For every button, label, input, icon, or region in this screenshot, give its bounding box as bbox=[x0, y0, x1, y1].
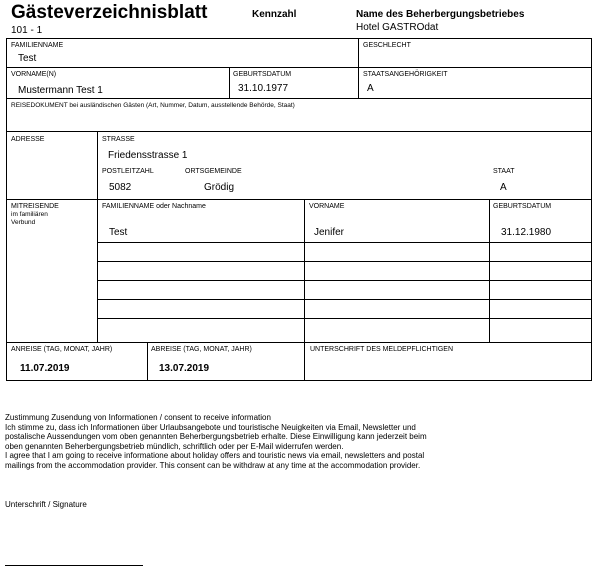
grid-line bbox=[97, 318, 592, 319]
unterschrift-meldepflichtigen-label: UNTERSCHRIFT DES MELDEPFLICHTIGEN bbox=[310, 346, 453, 353]
signature-line[interactable] bbox=[5, 565, 143, 566]
business-label: Name des Beherbergungsbetriebes bbox=[356, 9, 525, 20]
consent-line: I agree that I am going to receive informatione about holiday offers and touristic news via email, newsletters and postal bbox=[5, 451, 425, 460]
grid-line bbox=[6, 199, 592, 200]
grid-line bbox=[304, 199, 305, 380]
grid-line bbox=[6, 38, 592, 39]
staatsangehoerigkeit-value[interactable]: A bbox=[367, 83, 374, 94]
abreise-label: ABREISE (TAG, MONAT, JAHR) bbox=[151, 346, 252, 353]
grid-line bbox=[229, 67, 230, 99]
reisedokument-label: REISEDOKUMENT bei ausländischen Gästen (Art, Nummer, Datum, ausstellende Behörde, Staat) bbox=[11, 102, 295, 109]
plz-value[interactable]: 5082 bbox=[109, 182, 132, 193]
grid-line bbox=[6, 38, 7, 381]
consent-line: Zustimmung Zusendung von Informationen / consent to receive information bbox=[5, 413, 271, 422]
staat-label: STAAT bbox=[493, 168, 515, 175]
grid-line bbox=[97, 299, 592, 300]
ort-value[interactable]: Grödig bbox=[204, 182, 235, 193]
business-name: Hotel GASTROdat bbox=[356, 22, 439, 33]
grid-line bbox=[97, 280, 592, 281]
plz-label: POSTLEITZAHL bbox=[102, 168, 154, 175]
anreise-value[interactable]: 11.07.2019 bbox=[20, 363, 70, 374]
strasse-value[interactable]: Friedensstrasse 1 bbox=[108, 150, 188, 161]
grid-line bbox=[591, 38, 592, 381]
consent-line: mailings from the accommodation provider. This consent can be withdraw at any time at the accommodation provider. bbox=[5, 460, 421, 470]
form-title: Gästeverzeichnisblatt bbox=[11, 2, 208, 23]
consent-line: postalische Aussendungen vom oben genannten Beherbergungsbetrieb erhalte. Diese Einwilligung kann jederzeit beim bbox=[5, 432, 427, 441]
grid-line bbox=[6, 67, 592, 68]
mitreisende-label: MITREISENDE bbox=[11, 203, 59, 210]
geburtsdatum-label: GEBURTSDATUM bbox=[233, 71, 292, 78]
staatsangehoerigkeit-label: STAATSANGEHÖRIGKEIT bbox=[363, 71, 448, 78]
kennzahl-label: Kennzahl bbox=[252, 9, 297, 20]
abreise-value[interactable]: 13.07.2019 bbox=[159, 363, 210, 374]
grid-line bbox=[6, 380, 592, 381]
mitreisende-label: im familiären bbox=[11, 211, 48, 218]
strasse-label: STRASSE bbox=[102, 136, 135, 143]
col-vorname-label: VORNAME bbox=[309, 203, 345, 210]
col-geburtsdatum-label: GEBURTSDATUM bbox=[493, 203, 552, 210]
vorname-label: VORNAME(N) bbox=[11, 71, 57, 78]
vorname-value[interactable]: Mustermann Test 1 bbox=[18, 85, 103, 96]
mitreisende-label: Verbund bbox=[11, 219, 36, 226]
geburtsdatum-value[interactable]: 31.10.1977 bbox=[238, 83, 289, 94]
consent-line: Ich stimme zu, dass ich Informationen über Urlaubsangebote und touristische Neuigkeiten via Email, Newsletter und bbox=[5, 422, 416, 432]
companion-vorname[interactable]: Jenifer bbox=[314, 227, 345, 238]
staat-value[interactable]: A bbox=[500, 182, 507, 193]
familienname-value[interactable]: Test bbox=[18, 53, 37, 64]
companion-familienname[interactable]: Test bbox=[109, 227, 128, 238]
grid-line bbox=[147, 342, 148, 381]
grid-line bbox=[97, 242, 592, 243]
grid-line bbox=[6, 131, 592, 132]
grid-line bbox=[97, 131, 98, 342]
grid-line bbox=[6, 342, 592, 343]
grid-line bbox=[97, 261, 592, 262]
adresse-label: ADRESSE bbox=[11, 136, 45, 143]
col-familienname-label: FAMILIENNAME oder Nachname bbox=[102, 203, 206, 210]
geschlecht-label: GESCHLECHT bbox=[363, 42, 411, 49]
grid-line bbox=[358, 38, 359, 99]
grid-line bbox=[6, 98, 592, 99]
anreise-label: ANREISE (TAG, MONAT, JAHR) bbox=[11, 346, 113, 353]
consent-line: oben genannten Beherbergungsbetrieb mündlich, schriftlich oder per E-Mail widerrufen werden. bbox=[5, 441, 344, 451]
ort-label: ORTSGEMEINDE bbox=[185, 168, 242, 175]
signature-label: Unterschrift / Signature bbox=[5, 500, 87, 509]
form-number: 101 - 1 bbox=[11, 25, 43, 36]
familienname-label: FAMILIENNAME bbox=[11, 42, 64, 49]
grid-line bbox=[489, 199, 490, 342]
companion-geburtsdatum[interactable]: 31.12.1980 bbox=[501, 227, 552, 238]
